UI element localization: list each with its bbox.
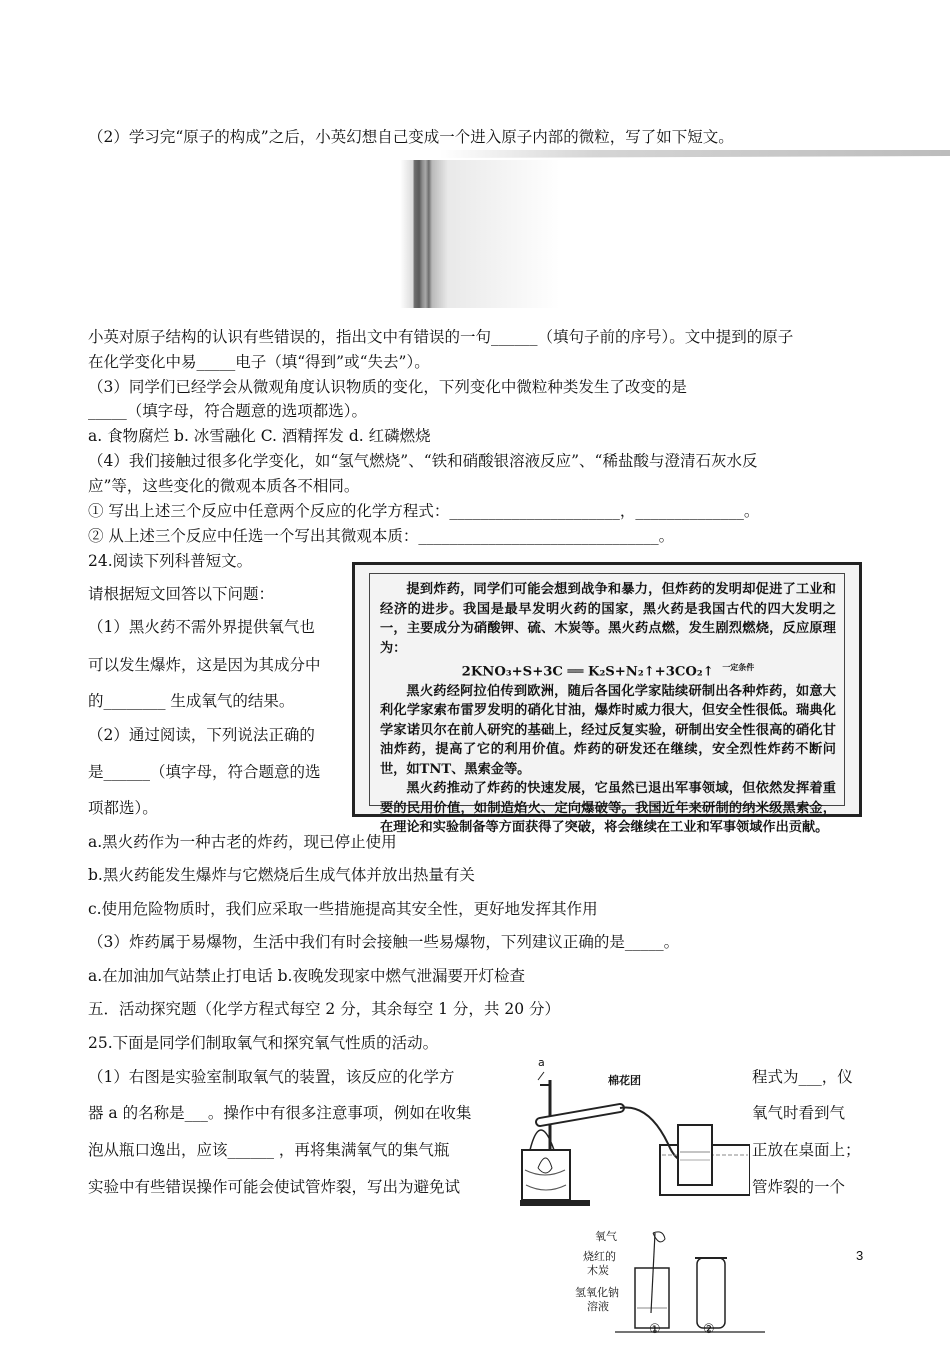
q25-1-line1: （1）右图是实验室制取氧气的装置，该反应的化学方	[88, 1068, 455, 1086]
page-number: 3	[856, 1248, 864, 1263]
q24-1-line3: 的________ 生成氧气的结果。	[88, 692, 295, 710]
label-naoh-2: 溶液	[587, 1300, 609, 1313]
q2-intro: （2）学习完“原子的构成”之后，小英幻想自己变成一个进入原子内部的微粒，写了如下短文。	[88, 128, 734, 146]
equation-condition: 一定条件	[722, 662, 755, 672]
q25-1-line3: 泡从瓶口逸出，应该______ ，再将集满氧气的集气瓶	[88, 1141, 450, 1159]
q2-question-line1: 小英对原子结构的认识有些错误的，指出文中有错误的一句______（填句子前的序号）。文中提到的原子	[88, 328, 794, 346]
article-text	[369, 573, 845, 836]
q25-right-line3: 正放在桌面上；	[752, 1141, 861, 1159]
label-cotton: 棉花团	[608, 1074, 641, 1087]
q3-question: （3）同学们已经学会从微观角度认识物质的变化，下列变化中微粒种类发生了改变的是	[88, 378, 687, 396]
q3-answer-hint: _____（填字母，符合题意的选项都选）。	[88, 402, 368, 420]
q24-3-options: a.在加油加气站禁止打电话 b.夜晚发现家中燃气泄漏要开灯检查	[88, 967, 525, 985]
label-naoh-1: 氢氧化钠	[575, 1286, 619, 1299]
q24-2-line1: （2）通过阅读，下列说法正确的	[88, 726, 315, 744]
q24-1-line1: （1）黑火药不需外界提供氧气也	[88, 618, 315, 636]
article-scroll-box	[352, 562, 862, 836]
q24-title: 24.阅读下列科普短文。	[88, 552, 253, 570]
q24-option-a: a.黑火药作为一种古老的炸药，现已停止使用	[88, 833, 397, 851]
article-paragraph-1: 提到炸药，同学们可能会想到战争和暴力，但炸药的发明却促进了工业和经济的进步。我国是最早发明火药的国家，黑火药是我国古代的四大发明之一，主要成分为硝酸钾、硫、木炭等。黑火药点燃，发生剧烈燃烧，反应原理为：	[380, 582, 836, 656]
label-a: a	[538, 1056, 545, 1069]
label-circle-2: ②	[703, 1322, 715, 1337]
equation-text: 2KNO₃+S+3C ══ K₂S+N₂↑+3CO₂↑	[461, 664, 714, 680]
q25-title: 25.下面是同学们制取氧气和探究氧气性质的活动。	[88, 1034, 439, 1052]
q4-question-line2: 应”等，这些变化的微观本质各不相同。	[88, 477, 360, 495]
q24-2-line2: 是______（填字母，符合题意的选	[88, 763, 321, 781]
blurred-image-region	[400, 150, 950, 310]
q3-options: a. 食物腐烂 b. 冰雪融化 C. 酒精挥发 d. 红磷燃烧	[88, 427, 431, 445]
q24-option-b: b.黑火药能发生爆炸与它燃烧后生成气体并放出热量有关	[88, 866, 475, 884]
q24-3-question: （3）炸药属于易爆物，生活中我们有时会接触一些易爆物，下列建议正确的是_____。	[88, 933, 680, 951]
q24-prompt: 请根据短文回答以下问题：	[88, 585, 275, 603]
q24-option-c: c.使用危险物质时，我们应采取一些措施提高其安全性，更好地发挥其作用	[88, 900, 598, 918]
article-paragraph-2: 黑火药经阿拉伯传到欧洲，随后各国化学家陆续研制出各种炸药，如意大利化学家索布雷罗发明的硝化甘油，爆炸时威力很大，但安全性很低。瑞典化学家诺贝尔在前人研究的基础上，经过反复实验，研制出安全性很高的硝化甘油炸药，提高了它的利用价值。炸药的研发还在继续，安全烈性炸药不断问世，如TNT、黑索金等。	[380, 683, 836, 777]
oxygen-apparatus-figure	[510, 1056, 750, 1210]
label-oxygen: 氧气	[595, 1230, 617, 1243]
q25-right-line4: 管炸裂的一个	[752, 1178, 846, 1196]
q4-sub2: ② 从上述三个反应中任选一个写出其微观本质：_______________________________。	[88, 527, 675, 545]
article-paragraph-3: 黑火药推动了炸药的快速发展，它虽然已退出军事领域，但依然发挥着重要的民用价值，如制造焰火、定向爆破等。我国近年来研制的纳米级黑索金，在理论和实验制备等方面获得了突破，将会继续在工业和军事领域作出贡献。	[380, 781, 836, 836]
q24-1-line2: 可以发生爆炸，这是因为其成分中	[88, 656, 321, 674]
article-equation	[380, 658, 836, 682]
label-red-charcoal-1: 烧红的	[583, 1250, 616, 1263]
section-5-title: 五．活动探究题（化学方程式每空 2 分，其余每空 1 分，共 20 分）	[88, 1000, 561, 1018]
q4-question-line1: （4）我们接触过很多化学变化，如“氢气燃烧”、“铁和硝酸银溶液反应”、“稀盐酸与澄清石灰水反	[88, 452, 758, 470]
q24-2-line3: 项都选）。	[88, 799, 158, 817]
q25-1-line2: 器 a 的名称是___。操作中有很多注意事项，例如在收集	[88, 1104, 472, 1122]
charcoal-oxygen-figure	[575, 1228, 765, 1344]
q2-question-line2: 在化学变化中易_____电子（填“得到”或“失去”）。	[88, 353, 430, 371]
q25-right-line1: 程式为___，仪	[752, 1068, 853, 1086]
label-circle-1: ①	[649, 1322, 661, 1337]
q25-right-line2: 氧气时看到气	[752, 1104, 846, 1122]
q4-sub1: ① 写出上述三个反应中任意两个反应的化学方程式：______________________，______________。	[88, 502, 760, 520]
q25-1-line4: 实验中有些错误操作可能会使试管炸裂，写出为避免试	[88, 1178, 461, 1196]
label-red-charcoal-2: 木炭	[587, 1264, 609, 1277]
